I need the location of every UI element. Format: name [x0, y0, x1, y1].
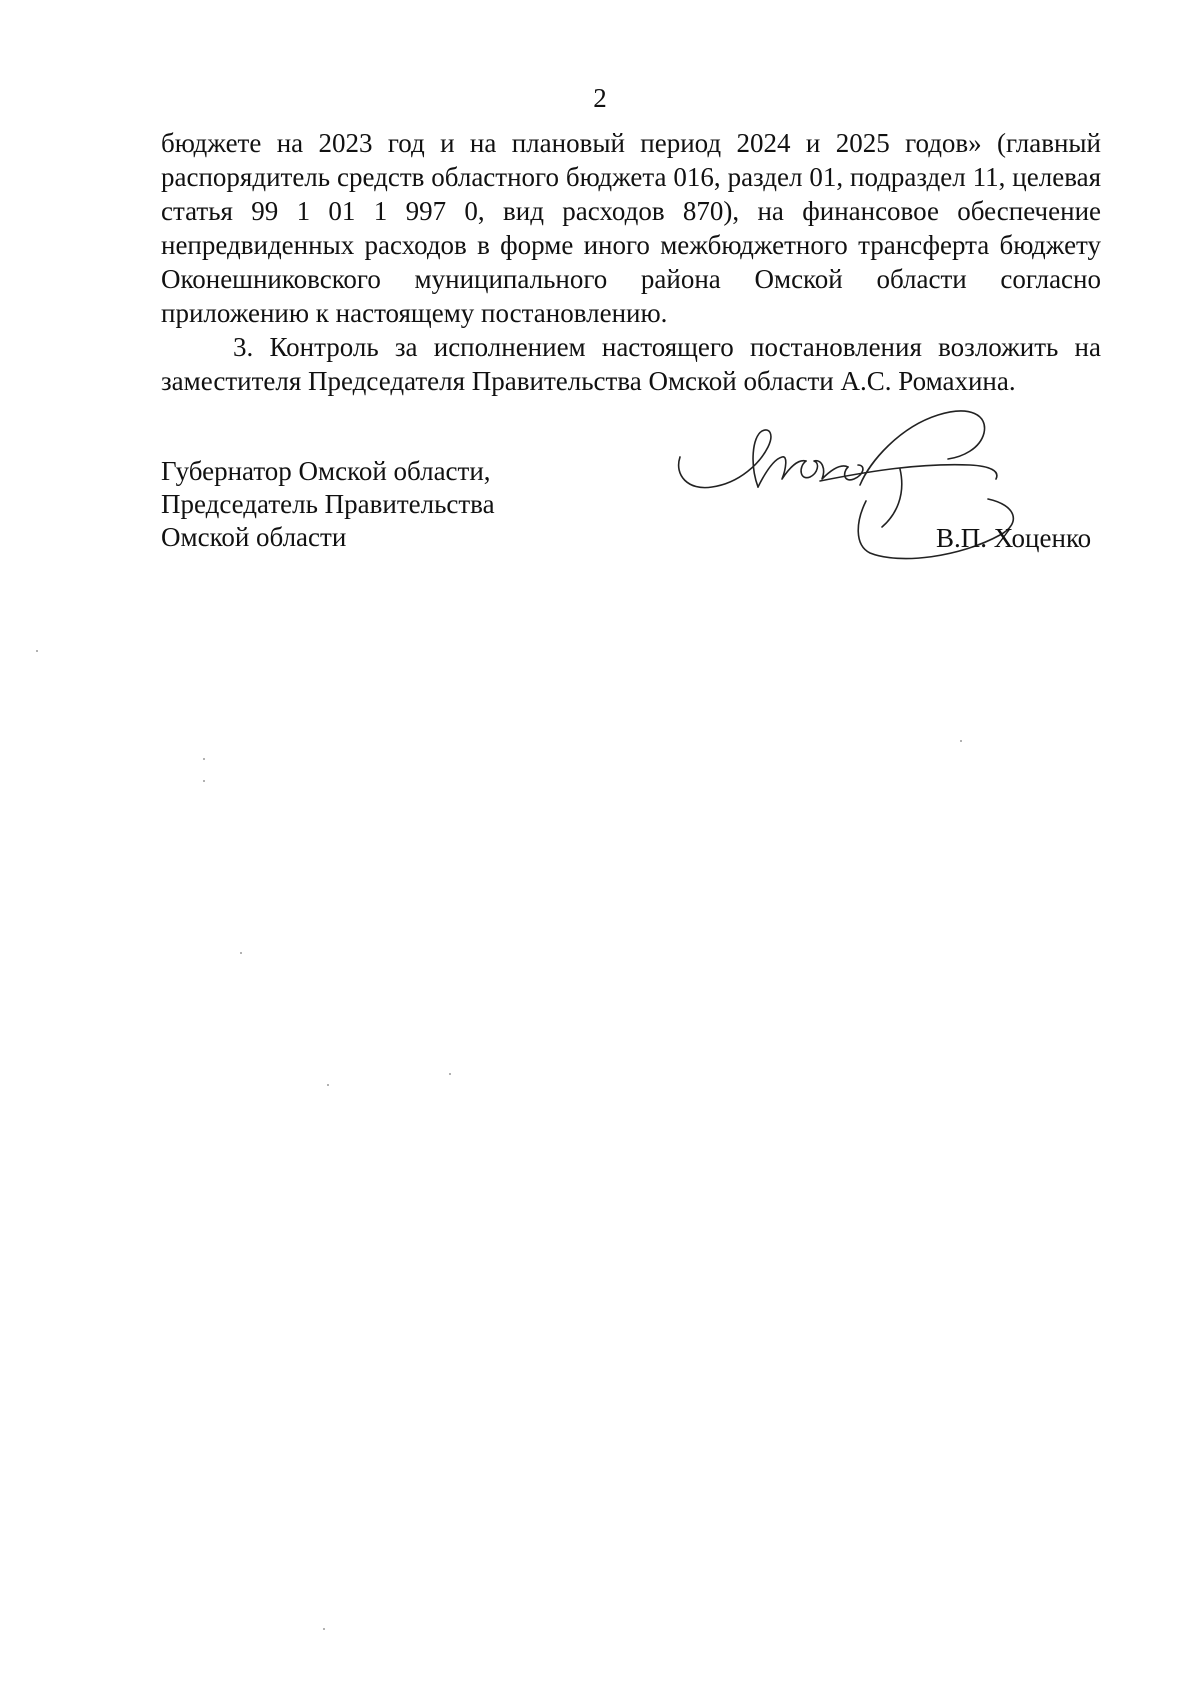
scan-speck [323, 1628, 325, 1630]
scan-speck [203, 780, 205, 782]
paragraph-control-clause: 3. Контроль за исполнением настоящего постановления возложить на заместителя Председателя Правительства Омской области А.С. Ромахина. [161, 332, 1101, 396]
scan-speck [327, 1084, 329, 1086]
signatory-title [161, 455, 495, 554]
scan-speck [240, 952, 242, 954]
scan-speck [960, 740, 962, 742]
document-body [161, 126, 1101, 398]
page-number: 2 [593, 83, 607, 113]
signatory-title-line: Губернатор Омской области, [161, 456, 491, 486]
paragraph-continuation: бюджете на 2023 год и на плановый период 2024 и 2025 годов» (главный распорядитель средств областного бюджета 016, раздел 01, подраздел 11, целевая статья 99 1 01 1 997 0, вид расходов 870), на финансовое обеспечение непредвиденных расходов в форме иного межбюджетного трансферта бюджету Оконешниковского муниципального района Омской области согласно приложению к настоящему постановлению. [161, 128, 1101, 328]
scan-speck [36, 650, 38, 652]
signatory-title-line: Омской области [161, 522, 347, 552]
scan-speck [203, 758, 205, 760]
scan-speck [449, 1073, 451, 1075]
signer-name: В.П. Хоценко [936, 523, 1092, 553]
signatory-title-line: Председатель Правительства [161, 489, 495, 519]
